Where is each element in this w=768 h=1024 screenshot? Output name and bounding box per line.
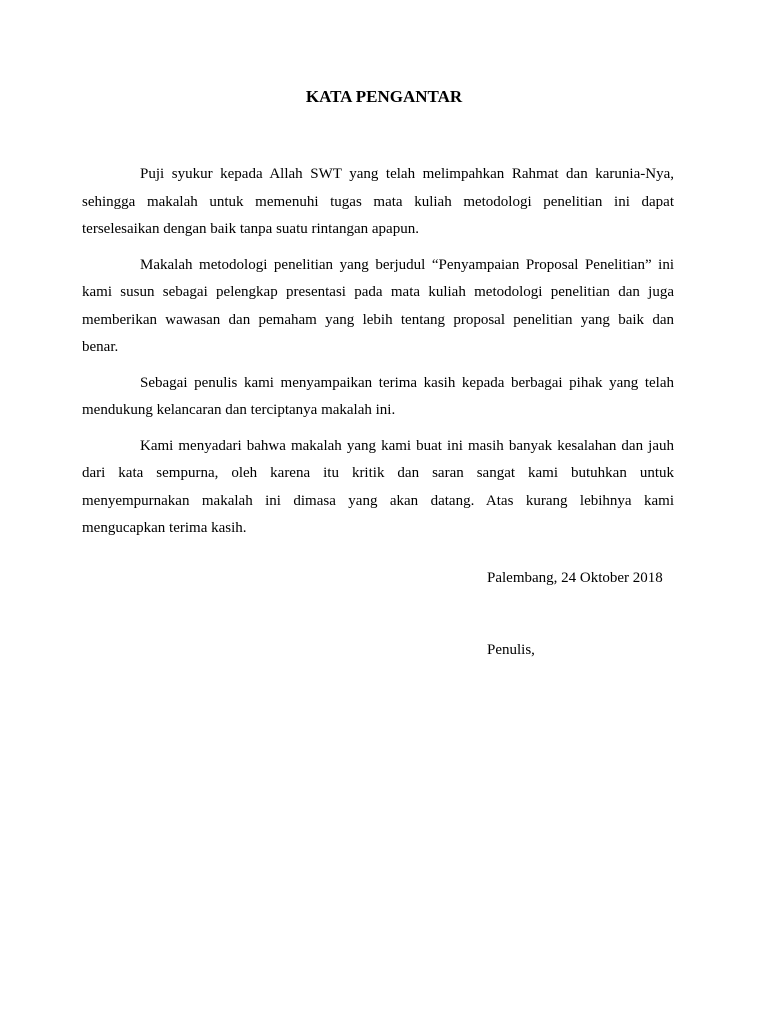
paragraph-line: mendukung kelancaran dan terciptanya makalah ini. <box>82 402 396 418</box>
paragraph-line: mengucapkan terima kasih. <box>82 520 247 536</box>
body-text <box>82 161 674 551</box>
paragraph-line: benar. <box>82 339 119 355</box>
paragraph-line: memberikan wawasan dan pemaham yang lebih tentang proposal penelitian yang baik dan <box>82 311 674 328</box>
paragraph-line: dari kata sempurna, oleh karena itu kritik dan saran sangat kami butuhkan untuk <box>82 465 674 481</box>
paragraph-3 <box>82 370 674 425</box>
paragraph-line: menyempurnakan makalah ini dimasa yang akan datang. Atas kurang lebihnya kami <box>82 492 674 509</box>
paragraph-line: Kami menyadari bahwa makalah yang kami buat ini masih banyak kesalahan dan jauh <box>140 437 674 454</box>
paragraph-line: Sebagai penulis kami menyampaikan terima kasih kepada berbagai pihak yang telah <box>140 374 674 391</box>
paragraph-2 <box>82 252 674 362</box>
paragraph-4 <box>82 433 674 543</box>
paragraph-1 <box>82 161 674 244</box>
paragraph-line: Makalah metodologi penelitian yang berjudul “Penyampaian Proposal Penelitian” ini <box>140 256 674 273</box>
paragraph-line: sehingga makalah untuk memenuhi tugas mata kuliah metodologi penelitian ini dapat <box>82 193 674 210</box>
page-title: KATA PENGANTAR <box>305 87 463 106</box>
paragraph-line: kami susun sebagai pelengkap presentasi pada mata kuliah metodologi penelitian dan juga <box>82 284 674 300</box>
paragraph-line: Puji syukur kepada Allah SWT yang telah melimpahkan Rahmat dan karunia-Nya, <box>140 166 674 182</box>
signer-label: Penulis, <box>487 642 535 658</box>
place-date: Palembang, 24 Oktober 2018 <box>487 570 663 586</box>
paragraph-line: terselesaikan dengan baik tanpa suatu rintangan apapun. <box>82 221 419 237</box>
